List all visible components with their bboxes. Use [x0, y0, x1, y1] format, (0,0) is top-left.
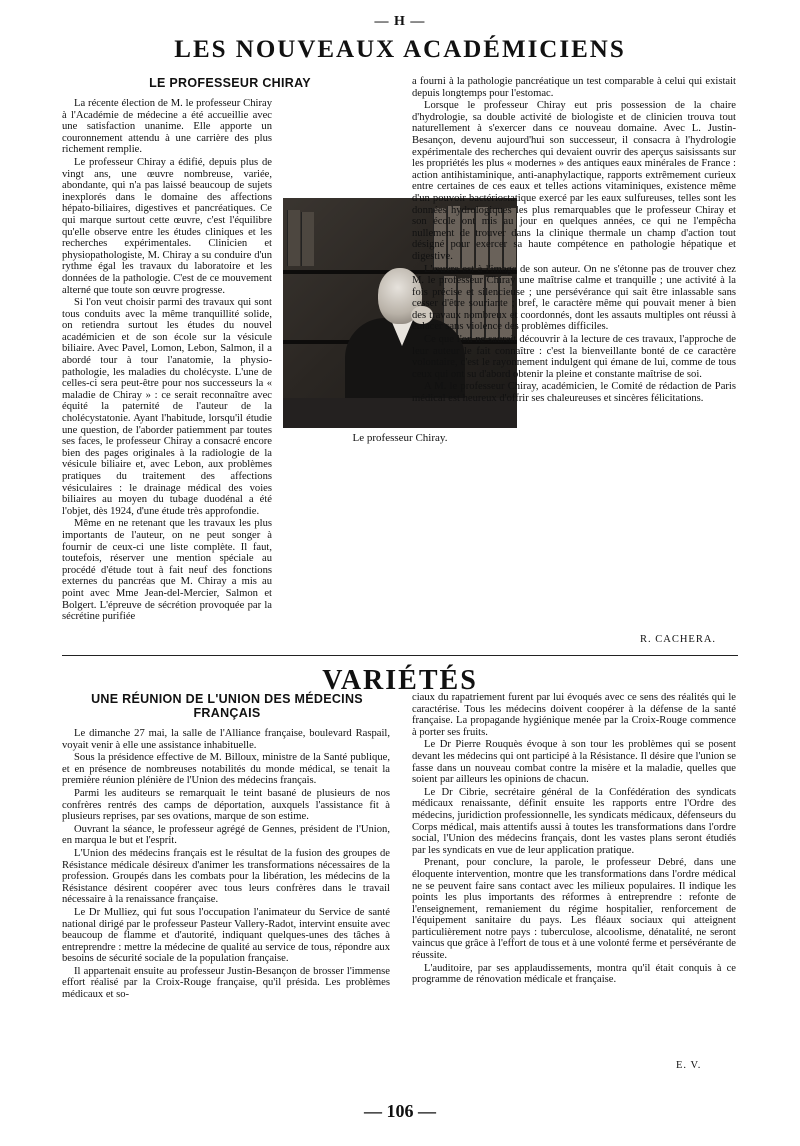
- article-union-column-2: [412, 692, 736, 987]
- article-subtitle-chiray: LE PROFESSEUR CHIRAY: [149, 76, 311, 90]
- paragraph: Le professeur Chiray a édifié, depuis plus de vingt ans, une œuvre nombreuse, variée, abondante, qui n'a pas laissé beaucoup de sujets inexplorés dans le domaine des affections hépato-biliaires, digestives et pancréatiques. Ce qui marque surtout cette œuvre, c'est l'équilibre qu'elle observe entre les études cliniques et les recherches expérimentales. Clinicien et physiopathologiste, M. Chiray a su conduire d'un rythme égal les travaux du laboratoire et les données de la pathologie. C'est de ce mouvement alterné que toute son œuvre progresse.: [62, 156, 272, 296]
- section-divider: [62, 655, 738, 656]
- paragraph: L'auditoire, par ses applaudissements, montra qu'il était conquis à ce programme de rénovation médicale et française.: [412, 962, 736, 986]
- article-union-column-1: [62, 728, 390, 1002]
- section-title-varietes: VARIÉTÉS: [322, 665, 478, 696]
- article-chiray-column-2: [412, 76, 736, 406]
- page-number: — 106 —: [364, 1101, 436, 1121]
- paragraph: Le Dr Mulliez, qui fut sous l'occupation l'animateur du Service de santé national dirigé par le professeur Pasteur Vallery-Radot, intervint ensuite avec beaucoup de flamme et d'autorité, indiquant quelques-unes des tâches à entreprendre : mettre la médecine de qualité au service de tous, répondre aux besoins de sécurité sociale de la population française.: [62, 906, 390, 965]
- paragraph: Lorsque le professeur Chiray eut pris possession de la chaire d'hydrologie, sa double activité de biologiste et de clinicien trouva tout naturellement à s'exercer dans ce nouveau domaine. Avec L. Justin-Besançon, devenu aujourd'hui son successeur, il consacra à l'hydrologie expérimentale des recherches qui devaient ouvrir des aperçus saisissants sur les propriétés les plus « modernes » des antiques eaux minérales de France : action antihistaminique, anti-anaphylactique, rapports extrêmement curieux entre certaines de ces eaux et telles actions vitaminiques, existence même d'un pouvoir bactériostatique exercé par les eaux sulfureuses, telles sont les données hydrologiques les plus remarquables que le professeur Chiray et son école ont mis au jour en quelques années, ce qui ne l'empêcha nullement de trouver dans la clinique thermale un champ d'action tout désigné pour exercer sa haute compétence en pathologie hépatique et digestive.: [412, 100, 736, 262]
- paragraph: Prenant, pour conclure, la parole, le professeur Debré, dans une éloquente intervention, montre que les transformations dans l'ordre médical ne se peuvent faire sans contact avec les milieux populaires. Il indique les points les plus importants des réformes à entreprendre : refonte de l'enseignement, remaniement du régime hospitalier, renforcement de l'équipement sanitaire du pays. Les fléaux sociaux qui atteignent particulièrement notre pays : tuberculose, alcoolisme, dénatalité, ne seront vaincus que grâce à l'effort de tous et à une volonté ferme et persévérante de réussite.: [412, 857, 736, 962]
- photo-caption: Le professeur Chiray.: [352, 432, 448, 444]
- paragraph: La récente élection de M. le professeur Chiray à l'Académie de médecine a été accueillie avec une satisfaction unanime. Elle apporte un couronnement attendu à une carrière des plus richement remplie.: [62, 98, 272, 156]
- author-signature-ev: E. V.: [676, 1060, 702, 1071]
- paragraph: Le Dr Pierre Rouquès évoque à son tour les problèmes qui se posent devant les médecins qui ont participé à la Résistance. Il désire que l'union se fasse dans un nouveau combat contre la misère et la maladie, quelles que soient par ailleurs les opinions de chacun.: [412, 739, 736, 786]
- paragraph: Le dimanche 27 mai, la salle de l'Alliance française, boulevard Raspail, voyait venir à elle une assistance inhabituelle.: [62, 728, 390, 751]
- paragraph: Même en ne retenant que les travaux les plus importants de l'auteur, on ne peut songer à fournir de ceux-ci une liste complète. Il faut, toutefois, réserver une mention spéciale au procédé d'étude tout à fait neuf des fonctions externes du pancréas que M. Chiray a mis au point avec Mme Jean-del-Mercier, Salmon et Bolgert. L'épreuve de sécrétion provoquée par la sécrétine purifiée: [62, 518, 272, 623]
- paragraph: L'Union des médecins français est le résultat de la fusion des groupes de Résistance médicale désireux d'animer les transformations nécessaires de la profession. Groupés dans les combats pour la libération, les médecins de la Résistance désirent coopérer avec tous leurs confrères dans le travail nécessaire à la renaissance française.: [62, 847, 390, 906]
- paragraph: Si l'on veut choisir parmi des travaux qui sont tous conduits avec la même tranquillité solide, on retiendra surtout les études du nouvel académicien et de son école sur la vésicule biliaire. Avec Pavel, Lomon, Lebon, Salmon, il a abordé tour à tour l'anatomie, la physio-pathologie, les maladies du cholécyste. L'une de celles-ci sera peut-être pour nos successeurs la « maladie de Chiray » : ce serait reconnaître avec équité la paternité de l'auteur de la cholécystatonie. Ayant l'habitude, lorsqu'il étudie une question, de l'aborder patiemment par toutes ses faces, le professeur Chiray a consacré encore bien des pages originales à la radiologie de la vésicule biliaire et, avec Lebon, aux problèmes pratiques du traitement des affections vésiculaires : le drainage médical des voies biliaires au moyen du tubage duodénal a été l'objet, dès 1924, d'une étude très approfondie.: [62, 297, 272, 517]
- paragraph: a fourni à la pathologie pancréatique un test comparable à celui qui existait depuis longtemps pour l'estomac.: [412, 76, 736, 99]
- article-subtitle-union: UNE RÉUNION DE L'UNION DES MÉDECINS FRANÇAIS: [91, 692, 363, 720]
- paragraph: Il appartenait ensuite au professeur Justin-Besançon de brosser l'immense effort réalisé par la Croix-Rouge française, qu'il présida. Les problèmes médicaux et so-: [62, 965, 390, 1001]
- paragraph: Ce que l'on ne saurait découvrir à la lecture de ces travaux, l'approche de leur auteur le fait connaître : c'est la bienveillante bonté de ce caractère volontaire, c'est le rayonnement indulgent qui émane de lui, comme de tous ceux qui ont su d'abord obtenir la pleine et constante maîtrise de soi.: [412, 334, 736, 380]
- article-chiray-column-1: [62, 98, 272, 624]
- paragraph: Ouvrant la séance, le professeur agrégé de Gennes, président de l'Union, en marqua le but et l'esprit.: [62, 823, 390, 847]
- author-signature-chiray: R. CACHERA.: [640, 634, 717, 645]
- paragraph: Sous la présidence effective de M. Billoux, ministre de la Santé publique, et en présence de nombreuses notabilités du monde médical, se tenait la première réunion plénière de l'Union des médecins français.: [62, 752, 390, 787]
- paragraph: A M. le professeur Chiray, académicien, le Comité de rédaction de Paris médical est heureux d'offrir ses chaleureuses et sincères félicitations.: [412, 381, 736, 405]
- paragraph: ciaux du rapatriement furent par lui évoqués avec ce sens des réalités qui le caractérise. Tous les médecins doivent coopérer à la défense de la santé française. La propagande hygiénique menée par la Croix-Rouge commence à porter ses fruits.: [412, 692, 736, 738]
- paragraph: Parmi les auditeurs se remarquait le teint basané de plusieurs de nos confrères rentrés des camps de déportation, auxquels l'assistance fit à plusieurs reprises, par ses ovations, marque de son estime.: [62, 787, 390, 823]
- paragraph: L'œuvre est à l'image de son auteur. On ne s'étonne pas de trouver chez M. le professeur Chiray une maîtrise calme et tranquille ; une activité à la fois précise et silencieuse ; une persévérance qui sait être inlassable sans cesser d'être souriante ; bref, le caractère même qui pouvait mener à bien des travaux nombreux et coordonnés, dont les assauts multiples ont réussi à enlacer sans violence des problèmes difficiles.: [412, 263, 736, 333]
- section-title-academiciens: LES NOUVEAUX ACADÉMICIENS: [174, 36, 626, 63]
- paragraph: Le Dr Cibrie, secrétaire général de la Confédération des syndicats médicaux renaissante, définit ensuite les rapports entre l'Ordre des médecins, juridiction professionnelle, les syndicats médicaux, défenseurs du Corps médical, mais attentifs aussi à toutes les transformations dans l'ordre social, l'Union des médecins français, dont les vastes plans seront étudiés par les syndicats en vue de leur application pratique.: [412, 786, 736, 856]
- page-signature: — H —: [374, 14, 426, 29]
